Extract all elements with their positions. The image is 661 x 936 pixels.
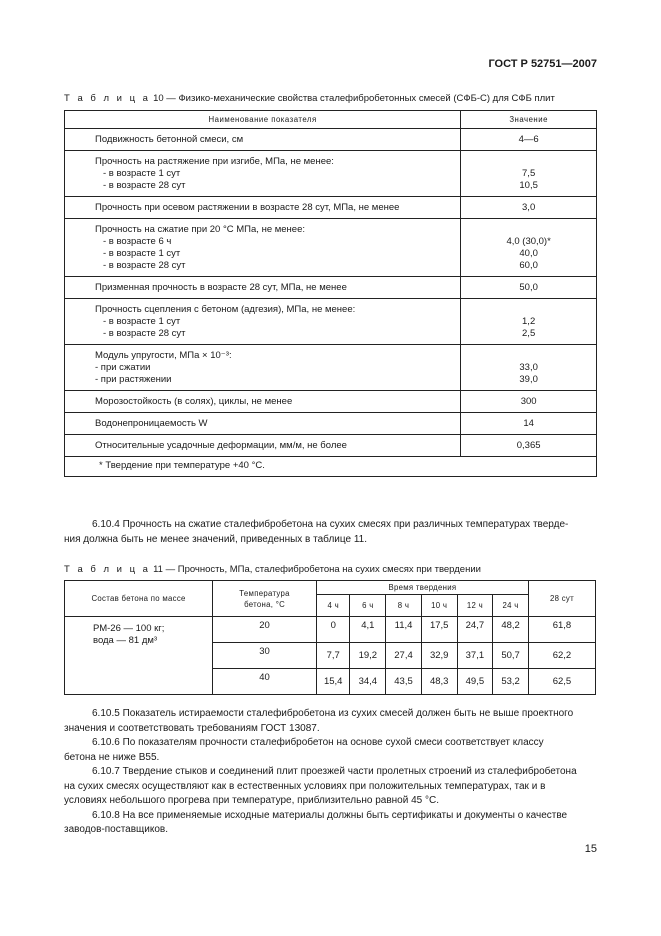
- table11-col-12h: 12 ч: [457, 595, 493, 617]
- table10-value-line: 14: [523, 418, 534, 429]
- table10-value-cell: [461, 277, 597, 299]
- table11-value-cell: 43,5: [386, 669, 422, 695]
- table11-temperature-cell: 20: [213, 617, 317, 643]
- document-header: ГОСТ Р 52751—2007: [488, 58, 597, 70]
- table10-row: [65, 413, 597, 435]
- para-line: ния должна быть не менее значений, приведенных в таблице 11.: [64, 533, 367, 545]
- table10-value-line: 7,5: [522, 168, 536, 179]
- para-line: 6.10.7 Твердение стыков и соединений плит проезжей части пролетных строений из сталефибробетона: [92, 766, 577, 777]
- table10-name-line: - в возрасте 1 сут: [103, 316, 181, 327]
- table10-name-cell: [65, 129, 461, 151]
- table10-value-cell: [461, 435, 597, 457]
- table11-col-temp-line2: бетона, °С: [244, 599, 286, 609]
- table11-col-8h: 8 ч: [386, 595, 422, 617]
- table11-value-cell: 50,7: [493, 643, 529, 669]
- paragraphs-6-10-5-to-6-10-8: [64, 707, 597, 838]
- table10-footnote-row: [65, 457, 597, 477]
- table10-value-cell: [461, 413, 597, 435]
- para-line: на сухих смесях осуществляют как в естественных условиях при положительных температурах, так и в: [64, 780, 546, 792]
- table10-row: [65, 197, 597, 219]
- para-line: 6.10.6 По показателям прочности сталефибробетон на основе сухой смеси соответствует классу: [92, 737, 544, 748]
- table10-name-line: - в возрасте 28 сут: [103, 260, 186, 271]
- table11-value-cell: 15,4: [316, 669, 350, 695]
- table10-row: [65, 391, 597, 413]
- table11-value-cell: 17,5: [421, 617, 457, 643]
- table11-value-cell: 34,4: [350, 669, 386, 695]
- table11-col-28d: 28 сут: [528, 581, 595, 617]
- table10-name-line: - при растяжении: [95, 374, 172, 385]
- table10-value-line: 2,5: [522, 328, 536, 339]
- para-line: условиях небольшого прогрева при температуре, приблизительно равной 45 °С.: [64, 795, 439, 806]
- table10-name-line: Относительные усадочные деформации, мм/м, не более: [95, 440, 347, 451]
- table10-value-cell: [461, 345, 597, 391]
- table10-name-line: Морозостойкость (в солях), циклы, не менее: [95, 396, 293, 407]
- table10-name-line: - в возрасте 28 сут: [103, 328, 186, 339]
- table10-caption: [64, 93, 555, 104]
- table10-name-cell: [65, 413, 461, 435]
- table10-caption-text: 10 — Физико-механические свойства сталефибробетонных смесей (СФБ-С) для СФБ плит: [153, 93, 555, 104]
- table11-value-cell: 53,2: [493, 669, 529, 695]
- table11-value-cell: 4,1: [350, 617, 386, 643]
- table11-value-cell: 61,8: [528, 617, 595, 643]
- table10-name-line: Водонепроницаемость W: [95, 418, 208, 429]
- table11-col-composition: Состав бетона по массе: [65, 581, 213, 617]
- table11-caption: [64, 564, 481, 575]
- table10-name-line: - в возрасте 6 ч: [103, 236, 172, 247]
- table10-value-line: 50,0: [519, 282, 538, 293]
- table11-value-cell: 62,2: [528, 643, 595, 669]
- table10-name-cell: [65, 435, 461, 457]
- table10-row: [65, 129, 597, 151]
- table10-value-line: [463, 156, 594, 168]
- table11-composition-cell: [65, 617, 213, 695]
- table10-value-cell: [461, 219, 597, 277]
- table10-col-value: Значение: [461, 111, 597, 129]
- table11-temperature-cell: 40: [213, 669, 317, 695]
- table10-name-line: - в возрасте 1 сут: [103, 248, 181, 259]
- table10-row: [65, 151, 597, 197]
- table11-value-cell: 7,7: [316, 643, 350, 669]
- table10-name-cell: [65, 299, 461, 345]
- table10-name-line: Подвижность бетонной смеси, см: [95, 134, 244, 145]
- table10-body: [65, 129, 597, 477]
- table11-value-cell: 0: [316, 617, 350, 643]
- table11-col-6h: 6 ч: [350, 595, 386, 617]
- para-line: 6.10.8 На все применяемые исходные материалы должны быть сертификаты и документы о качестве: [92, 809, 568, 821]
- table11-value-cell: 48,2: [493, 617, 529, 643]
- table10-row: [65, 345, 597, 391]
- table10-value-cell: [461, 151, 597, 197]
- table10-name-line: - в возрасте 28 сут: [103, 180, 186, 191]
- table10-value-line: 60,0: [519, 260, 538, 271]
- table11-value-cell: 62,5: [528, 669, 595, 695]
- table10-value-line: 300: [520, 396, 537, 407]
- table10-name-line: - в возрасте 1 сут: [103, 168, 181, 179]
- table10-col-name: Наименование показателя: [65, 111, 461, 129]
- table11-value-cell: 24,7: [457, 617, 493, 643]
- table10-caption-prefix: Т а б л и ц а: [64, 93, 151, 104]
- table11-col-4h: 4 ч: [316, 595, 350, 617]
- table10-value-line: 1,2: [522, 316, 536, 327]
- table11-col-24h: 24 ч: [493, 595, 529, 617]
- table10-value-line: [463, 224, 594, 236]
- table10-name-line: Прочность сцепления с бетоном (адгезия), МПа, не менее:: [95, 304, 356, 315]
- table11-col-temperature: [213, 581, 317, 617]
- table11-value-cell: 49,5: [457, 669, 493, 695]
- table11-composition-line: РМ-26 — 100 кг;: [93, 623, 165, 634]
- table10-value-cell: [461, 299, 597, 345]
- para-line: заводов-поставщиков.: [64, 824, 168, 835]
- table10-value-line: 0,365: [516, 440, 541, 451]
- para-line: бетона не ниже В55.: [64, 751, 160, 763]
- table10-value-line: 4,0 (30,0)*: [506, 236, 551, 247]
- table10-name-cell: [65, 197, 461, 219]
- table10-value-line: [463, 350, 594, 362]
- table11-value-cell: 48,3: [421, 669, 457, 695]
- table10-value-cell: [461, 197, 597, 219]
- table11-composition-line: вода — 81 дм³: [93, 635, 158, 646]
- table10-name-cell: [65, 391, 461, 413]
- para-line: 6.10.4 Прочность на сжатие сталефибробетона на сухих смесях при различных температурах тверде-: [92, 519, 569, 530]
- table11-value-cell: 11,4: [386, 617, 422, 643]
- table11-row: [65, 617, 596, 643]
- table11-value-cell: 32,9: [421, 643, 457, 669]
- table10-row: [65, 435, 597, 457]
- table10-value-line: 40,0: [519, 248, 538, 259]
- table11-temperature-cell: 30: [213, 643, 317, 669]
- table10-row: [65, 219, 597, 277]
- table10-row: [65, 299, 597, 345]
- table10-name-line: Модуль упругости, МПа × 10⁻³:: [95, 350, 232, 361]
- table11-col-10h: 10 ч: [421, 595, 457, 617]
- table10-name-cell: [65, 277, 461, 299]
- table11-col-time: Время твердения: [316, 581, 528, 595]
- table11-value-cell: 19,2: [350, 643, 386, 669]
- table10-value-cell: [461, 391, 597, 413]
- table11-value-cell: 27,4: [386, 643, 422, 669]
- table10-name-line: - при сжатии: [95, 362, 151, 373]
- table10-name-line: Призменная прочность в возрасте 28 сут, МПа, не менее: [95, 282, 347, 293]
- table11-caption-prefix: Т а б л и ц а: [64, 564, 151, 575]
- para-line: значения и соответствовать требованиям ГОСТ 13087.: [64, 722, 320, 734]
- para-6-10-4: [64, 518, 597, 547]
- table11-value-cell: 37,1: [457, 643, 493, 669]
- table10: [64, 110, 597, 477]
- table10-name-cell: [65, 219, 461, 277]
- para-line: 6.10.5 Показатель истираемости сталефибробетона из сухих смесей должен быть не выше проектного: [92, 708, 574, 719]
- table11: [64, 580, 596, 695]
- table10-value-line: 3,0: [522, 202, 536, 213]
- table10-value-line: 39,0: [519, 374, 538, 385]
- table11-caption-text: 11 — Прочность, МПа, сталефибробетона на сухих смесях при твердении: [153, 564, 481, 575]
- table10-value-line: 10,5: [519, 180, 538, 191]
- table10-value-line: [463, 304, 594, 316]
- table11-col-temp-line1: Температура: [239, 588, 290, 598]
- table11-body: [65, 617, 596, 695]
- table10-name-line: Прочность на растяжение при изгибе, МПа, не менее:: [95, 156, 334, 167]
- table10-value-line: 33,0: [519, 362, 538, 373]
- table10-name-line: Прочность на сжатие при 20 °С МПа, не менее:: [95, 224, 306, 235]
- table10-value-line: 4—6: [518, 134, 539, 145]
- table10-footnote: * Твердение при температуре +40 °С.: [65, 457, 597, 477]
- page-number: 15: [584, 843, 597, 855]
- table10-name-line: Прочность при осевом растяжении в возрасте 28 сут, МПа, не менее: [95, 202, 400, 213]
- table10-value-cell: [461, 129, 597, 151]
- table10-row: [65, 277, 597, 299]
- table10-name-cell: [65, 345, 461, 391]
- table10-name-cell: [65, 151, 461, 197]
